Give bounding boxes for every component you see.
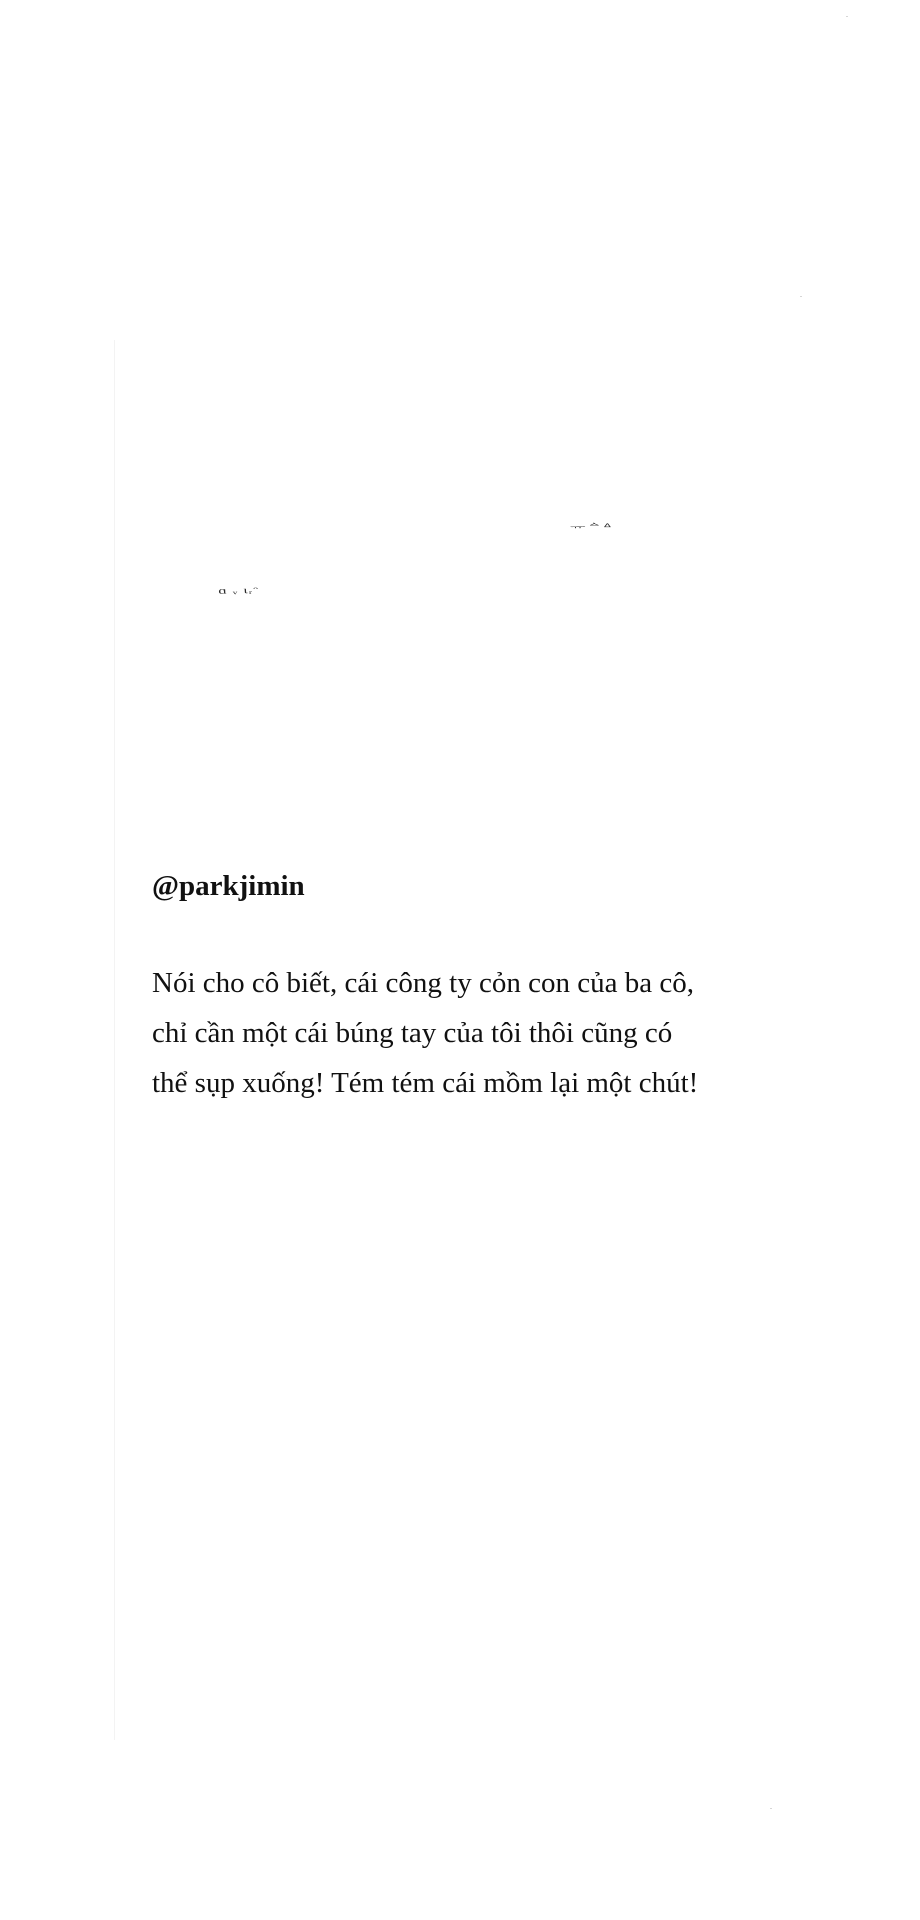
text-fragment-top: ᅲᅀᐞ xyxy=(570,522,613,533)
scan-edge-line xyxy=(114,340,115,1740)
post-body-line: thể sụp xuống! Tém tém cái mồm lại một chút! xyxy=(152,1067,699,1099)
text-fragment-left: ɑ ᵥ ɩᵣᵔ xyxy=(218,585,260,597)
quote-post xyxy=(152,866,852,1108)
post-body xyxy=(152,958,852,1108)
post-body-line: Nói cho cô biết, cái công ty cỏn con của ba cô, xyxy=(152,967,694,999)
post-body-line: chỉ cần một cái búng tay của tôi thôi cũng có xyxy=(152,1017,673,1049)
post-username: @parkjimin xyxy=(152,870,305,902)
